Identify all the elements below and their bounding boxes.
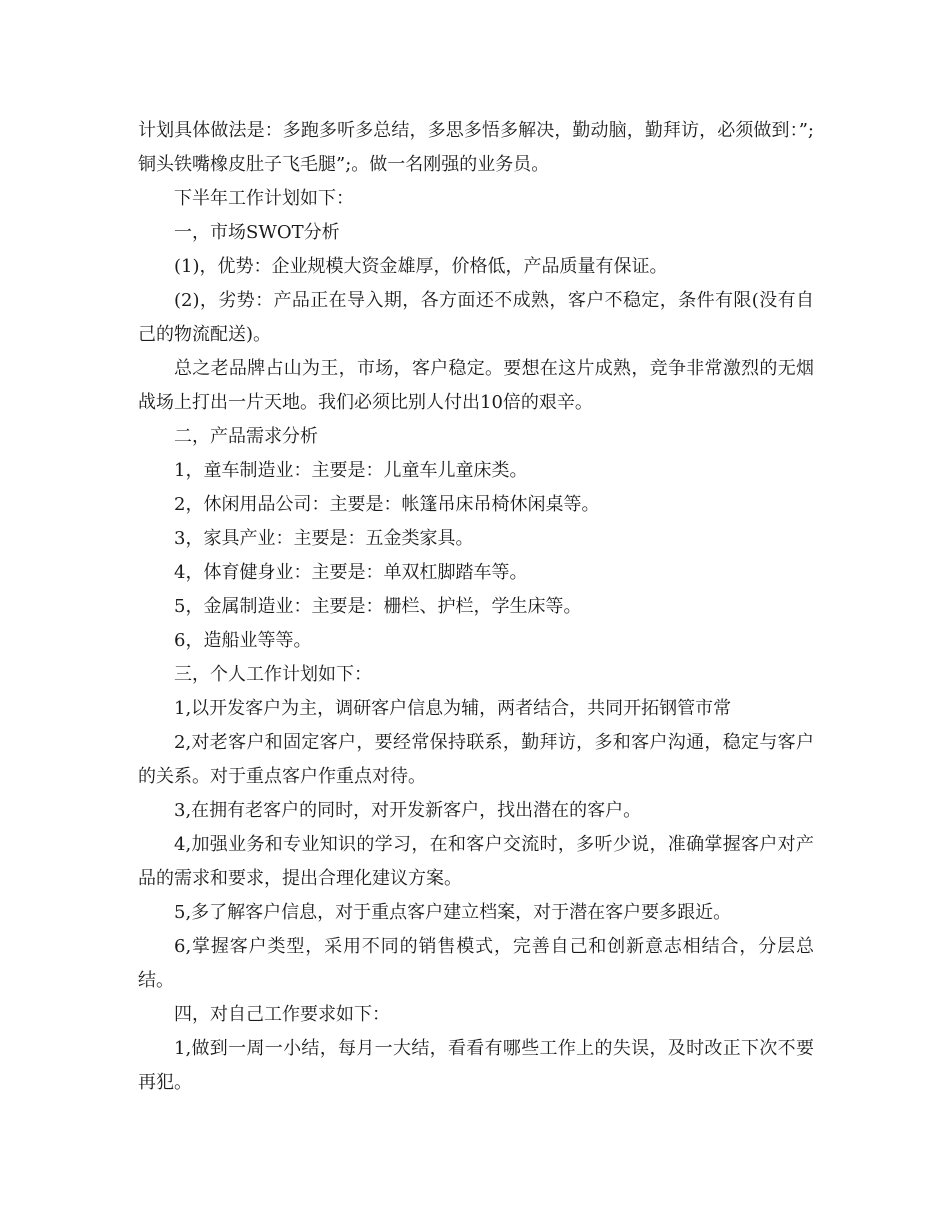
paragraph-strengths: (1)，优势：企业规模大资金雄厚，价格低，产品质量有保证。 <box>174 256 668 277</box>
list-item-plan-4: 4,加强业务和专业知识的学习，在和客户交流时，多听少说，准确掌握客户对产品的需求和要求，提出合理化建议方案。 <box>138 834 814 889</box>
list-item-plan-3: 3,在拥有老客户的同时，对开发新客户，找出潜在的客户。 <box>174 800 642 821</box>
document-body <box>138 114 814 1100</box>
list-item-demand-5: 5，金属制造业：主要是：栅栏、护栏，学生床等。 <box>174 596 582 617</box>
list-item-demand-4: 4，体育健身业：主要是：单双杠脚踏车等。 <box>174 562 528 583</box>
paragraph-weaknesses: (2)，劣势：产品正在导入期，各方面还不成熟，客户不稳定，条件有限(没有自己的物流配送)。 <box>138 290 814 345</box>
list-item-plan-2: 2,对老客户和固定客户，要经常保持联系，勤拜访，多和客户沟通，稳定与客户的关系。对于重点客户作重点对待。 <box>138 732 814 787</box>
list-item-requirement-1: 1,做到一周一小结，每月一大结，看看有哪些工作上的失误，及时改正下次不要再犯。 <box>138 1038 814 1093</box>
list-item-plan-5: 5,多了解客户信息，对于重点客户建立档案，对于潜在客户要多跟近。 <box>174 902 732 923</box>
list-item-plan-1: 1,以开发客户为主，调研客户信息为辅，两者结合，共同开拓钢管市常 <box>174 698 732 719</box>
section-heading-personal-plan: 三，个人工作计划如下： <box>174 664 372 685</box>
list-item-demand-2: 2，休闲用品公司：主要是：帐篷吊床吊椅休闲桌等。 <box>174 494 600 515</box>
paragraph-plan-method: 计划具体做法是：多跑多听多总结，多思多悟多解决，勤动脑，勤拜访，必须做到：”;铜头铁嘴橡皮肚子飞毛腿”;。做一名刚强的业务员。 <box>138 120 814 175</box>
list-item-plan-6: 6,掌握客户类型，采用不同的销售模式，完善自己和创新意志相结合，分层总结。 <box>138 936 814 991</box>
section-heading-requirements: 四，对自己工作要求如下： <box>174 1004 390 1025</box>
list-item-demand-6: 6，造船业等等。 <box>174 630 312 651</box>
section-heading-demand: 二，产品需求分析 <box>174 426 318 447</box>
paragraph-summary: 总之老品牌占山为王，市场，客户稳定。要想在这片成熟，竞争非常激烈的无烟战场上打出一片天地。我们必须比别人付出10倍的艰辛。 <box>138 358 814 413</box>
list-item-demand-3: 3，家具产业：主要是：五金类家具。 <box>174 528 474 549</box>
section-heading-swot: 一，市场SWOT分析 <box>174 222 340 243</box>
paragraph-second-half-plan-heading: 下半年工作计划如下： <box>174 188 354 209</box>
list-item-demand-1: 1，童车制造业：主要是：儿童车儿童床类。 <box>174 460 528 481</box>
